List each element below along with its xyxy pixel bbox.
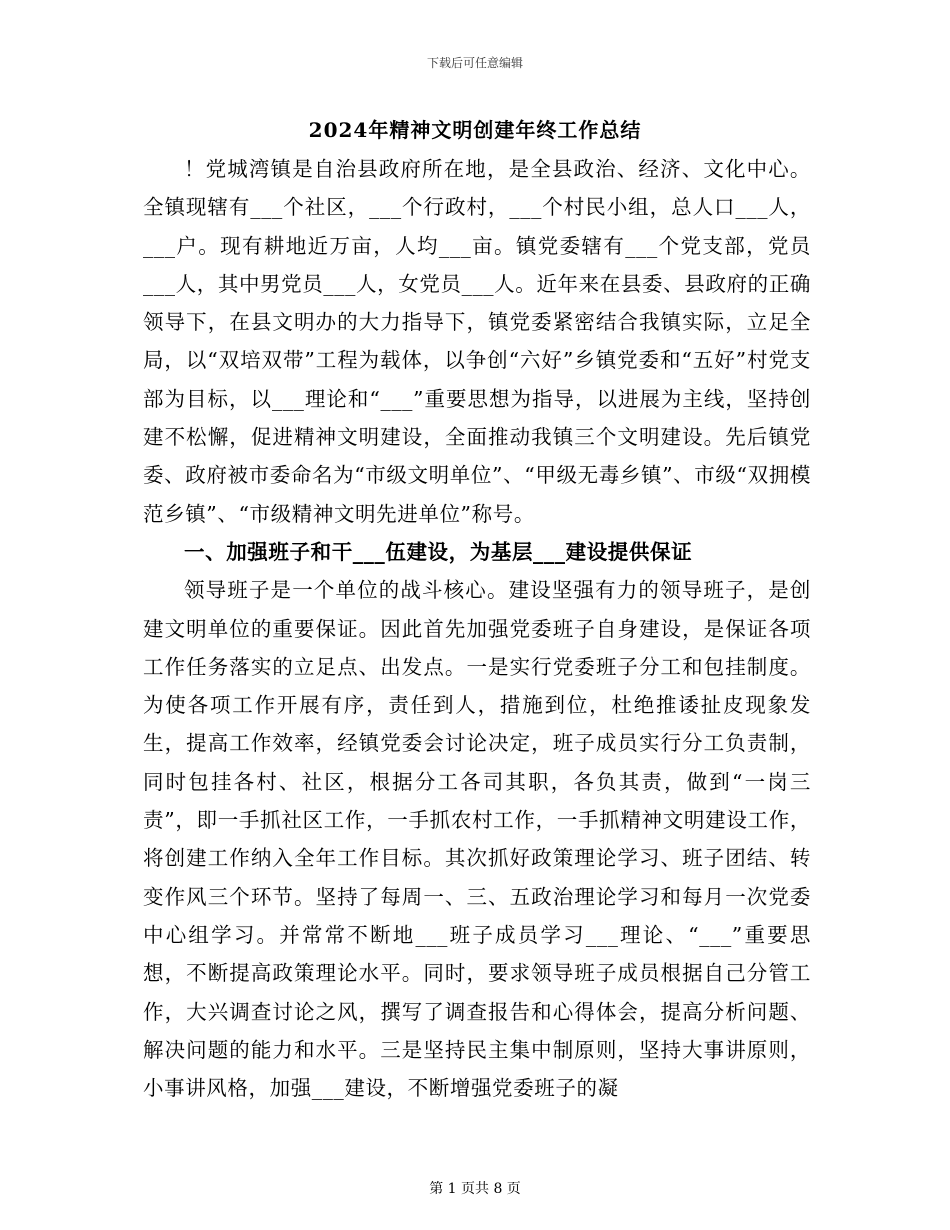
page-header: 下载后可任意编辑 [426,56,523,70]
document-title: 2024年精神文明创建年终工作总结 [308,118,642,142]
intro-paragraph: ！党城湾镇是自治县政府所在地，是全县政治、经济、文化中心。全镇现辖有___个社区，___个行政村，___个村民小组，总人口___人，___户。现有耕地近万亩，人均___亩。镇党委辖有___个党支部，党员___人，其中男党员___人，女党员___人。近年来在县委、县政府的正确领导下，在县文明办的大力指导下，镇党委紧密结合我镇实际，立足全局，以“双培双带”工程为载体，以争创“六好”乡镇党委和“五好”村党支部为目标，以___理论和“___”重要思想为指导，以进展为主线，坚持创建不松懈，促进精神文明建设，全面推动我镇三个文明建设。先后镇党委、政府被市委命名为“市级文明单位”、“甲级无毒乡镇”、市级“双拥模范乡镇”、“市级精神文明先进单位”称号。 [143,157,811,526]
page-footer: 第 1 页共 8 页 [429,1181,521,1197]
section-paragraph: 领导班子是一个单位的战斗核心。建设坚强有力的领导班子，是创建文明单位的重要保证。因此首先加强党委班子自身建设，是保证各项工作任务落实的立足点、出发点。一是实行党委班子分工和包挂制度。为使各项工作开展有序，责任到人，措施到位，杜绝推诿扯皮现象发生，提高工作效率，经镇党委会讨论决定，班子成员实行分工负责制，同时包挂各村、社区，根据分工各司其职，各负其责，做到“一岗三责”，即一手抓社区工作，一手抓农村工作，一手抓精神文明建设工作，将创建工作纳入全年工作目标。其次抓好政策理论学习、班子团结、转变作风三个环节。坚持了每周一、三、五政治理论学习和每月一次党委中心组学习。并常常不断地___班子成员学习___理论、“___”重要思想，不断提高政策理论水平。同时，要求领导班子成员根据自己分管工作，大兴调查讨论之风，撰写了调查报告和心得体会，提高分析问题、解决问题的能力和水平。三是坚持民主集中制原则，坚持大事讲原则，小事讲风格，加强___建设，不断增强党委班子的凝 [143,578,811,1101]
document-body [143,150,811,1107]
section-heading: 一、加强班子和干___伍建设，为基层___建设提供保证 [184,539,693,564]
